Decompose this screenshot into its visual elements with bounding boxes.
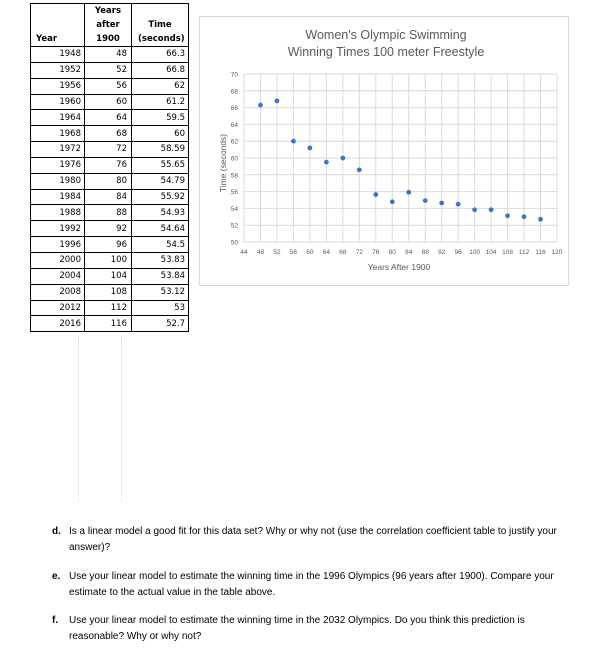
table-row xyxy=(31,142,189,158)
data-point xyxy=(373,192,378,197)
y-tick-label: 56 xyxy=(230,189,238,197)
x-tick-label: 104 xyxy=(485,249,497,256)
x-tick-labels xyxy=(240,249,562,256)
table-row xyxy=(31,78,189,94)
table-header-row xyxy=(31,4,189,47)
cell-time: 62 xyxy=(132,78,189,94)
x-axis-label: Years After 1900 xyxy=(367,262,431,272)
cell-time: 54.93 xyxy=(132,205,189,221)
question-f xyxy=(52,613,582,644)
cell-year: 1952 xyxy=(31,62,85,78)
cell-year: 1968 xyxy=(31,126,85,142)
cell-time: 54.64 xyxy=(132,221,189,237)
cell-time: 53.84 xyxy=(132,268,189,284)
data-point xyxy=(423,198,428,203)
x-tick-label: 48 xyxy=(256,249,265,256)
data-point xyxy=(538,217,543,222)
cell-after: 84 xyxy=(85,189,132,205)
cell-time: 55.65 xyxy=(132,157,189,173)
y-tick-label: 52 xyxy=(230,222,238,230)
cell-year: 2000 xyxy=(31,252,85,268)
cell-after: 116 xyxy=(85,316,132,332)
data-point xyxy=(324,160,329,165)
cell-time: 58.59 xyxy=(132,142,189,158)
x-tick-label: 72 xyxy=(355,249,363,256)
x-tick-label: 108 xyxy=(502,249,514,256)
cell-after: 104 xyxy=(85,268,132,284)
question-d xyxy=(52,524,582,555)
cell-year: 1972 xyxy=(31,142,85,158)
cell-year: 1964 xyxy=(31,110,85,126)
table-row xyxy=(31,252,189,268)
question-letter: d. xyxy=(52,526,61,537)
table-row xyxy=(31,205,189,221)
y-axis-label: Time (seconds) xyxy=(218,133,228,193)
cell-time: 52.7 xyxy=(132,316,189,332)
cell-time: 53.12 xyxy=(132,284,189,300)
cell-time: 66.3 xyxy=(132,47,189,63)
x-tick-label: 60 xyxy=(306,249,314,256)
x-tick-label: 64 xyxy=(322,249,330,256)
table-row xyxy=(31,237,189,253)
x-tick-label: 116 xyxy=(535,249,546,256)
x-tick-label: 120 xyxy=(551,249,563,256)
cell-year: 2008 xyxy=(31,284,85,300)
cell-year: 1980 xyxy=(31,173,85,189)
data-point xyxy=(522,214,527,219)
cell-after: 56 xyxy=(85,78,132,94)
cell-after: 52 xyxy=(85,62,132,78)
y-tick-label: 64 xyxy=(230,121,238,129)
table-row xyxy=(31,221,189,237)
cell-year: 1988 xyxy=(31,205,85,221)
y-tick-label: 58 xyxy=(230,172,238,180)
x-tick-label: 112 xyxy=(518,249,530,256)
cell-after: 96 xyxy=(85,237,132,253)
x-tick-label: 84 xyxy=(405,249,413,256)
cell-after: 64 xyxy=(85,110,132,126)
data-points xyxy=(258,98,543,221)
olympic-times-table xyxy=(30,3,189,332)
data-point xyxy=(456,202,461,207)
table-row xyxy=(31,300,189,316)
chart-title-line-2: Winning Times 100 meter Freestyle xyxy=(287,45,485,59)
table-row xyxy=(31,110,189,126)
data-point xyxy=(472,207,477,212)
x-tick-label: 92 xyxy=(438,249,446,256)
cell-time: 66.8 xyxy=(132,62,189,78)
cell-after: 88 xyxy=(85,205,132,221)
cell-time: 54.79 xyxy=(132,173,189,189)
chart-svg xyxy=(200,17,568,285)
data-point xyxy=(505,213,510,218)
cell-after: 92 xyxy=(85,221,132,237)
cell-after: 60 xyxy=(85,94,132,110)
x-tick-label: 80 xyxy=(388,249,396,256)
cell-year: 1956 xyxy=(31,78,85,94)
data-point xyxy=(357,167,362,172)
header-year: Year xyxy=(31,4,85,47)
x-tick-label: 96 xyxy=(454,249,462,256)
data-point xyxy=(340,156,345,161)
question-letter: f. xyxy=(52,615,59,626)
table-body xyxy=(31,47,189,332)
cell-year: 1960 xyxy=(31,94,85,110)
data-point xyxy=(439,201,444,206)
cell-year: 1992 xyxy=(31,221,85,237)
table-row xyxy=(31,126,189,142)
x-tick-label: 68 xyxy=(339,249,347,256)
header-years-after-label: Years after 1900 xyxy=(94,6,122,44)
cell-year: 1948 xyxy=(31,47,85,63)
table-row xyxy=(31,62,189,78)
cell-time: 55.92 xyxy=(132,189,189,205)
x-tick-label: 76 xyxy=(372,249,380,256)
table-row xyxy=(31,284,189,300)
cell-year: 1984 xyxy=(31,189,85,205)
x-tick-label: 56 xyxy=(289,249,298,256)
chart-title-line-1: Women's Olympic Swimming xyxy=(305,28,467,42)
cell-after: 100 xyxy=(85,252,132,268)
question-text: Use your linear model to estimate the winning time in the 2032 Olympics. Do you think this prediction is reasonable? Why or why not? xyxy=(69,615,525,642)
cell-after: 48 xyxy=(85,47,132,63)
cell-year: 1976 xyxy=(31,157,85,173)
cell-year: 2016 xyxy=(31,316,85,332)
header-time xyxy=(132,4,189,47)
x-tick-label: 88 xyxy=(421,249,429,256)
y-tick-label: 54 xyxy=(230,205,238,213)
cell-year: 2012 xyxy=(31,300,85,316)
cell-time: 53.83 xyxy=(132,252,189,268)
x-tick-label: 52 xyxy=(273,249,281,256)
cell-after: 72 xyxy=(85,142,132,158)
question-letter: e. xyxy=(52,571,61,582)
column-guide xyxy=(121,336,122,502)
data-point xyxy=(307,146,312,151)
header-years-after xyxy=(85,4,132,47)
table-row xyxy=(31,47,189,63)
x-tick-label: 44 xyxy=(240,249,248,256)
chart-grid xyxy=(244,74,557,242)
table-row xyxy=(31,157,189,173)
cell-time: 54.5 xyxy=(132,237,189,253)
y-tick-label: 60 xyxy=(230,155,238,163)
y-tick-label: 62 xyxy=(230,138,238,146)
data-point xyxy=(291,139,296,144)
y-tick-label: 50 xyxy=(230,239,238,247)
cell-after: 68 xyxy=(85,126,132,142)
cell-after: 80 xyxy=(85,173,132,189)
cell-time: 59.5 xyxy=(132,110,189,126)
table-row xyxy=(31,189,189,205)
table-row xyxy=(31,268,189,284)
y-tick-label: 68 xyxy=(230,88,238,96)
cell-after: 112 xyxy=(85,300,132,316)
cell-time: 60 xyxy=(132,126,189,142)
header-time-label: Time (seconds) xyxy=(138,20,185,44)
table-row xyxy=(31,173,189,189)
data-point xyxy=(258,103,263,108)
x-tick-label: 100 xyxy=(469,249,481,256)
table-row xyxy=(31,94,189,110)
question-text: Is a linear model a good fit for this data set? Why or why not (use the correlation coefficient table to justify your answer)? xyxy=(69,526,557,553)
scatter-chart xyxy=(199,16,569,286)
table-row xyxy=(31,316,189,332)
question-e xyxy=(52,569,582,600)
cell-year: 1996 xyxy=(31,237,85,253)
data-point xyxy=(489,207,494,212)
cell-time: 53 xyxy=(132,300,189,316)
cell-time: 61.2 xyxy=(132,94,189,110)
column-guide xyxy=(78,336,79,502)
cell-year: 2004 xyxy=(31,268,85,284)
question-text: Use your linear model to estimate the winning time in the 1996 Olympics (96 years after 1900). Compare your estimate to the actual value in the table above. xyxy=(69,571,554,598)
data-point xyxy=(390,199,395,204)
y-tick-label: 66 xyxy=(230,105,238,113)
y-tick-labels xyxy=(231,72,239,247)
y-tick-label: 70 xyxy=(230,71,238,79)
data-point xyxy=(406,190,411,195)
cell-after: 76 xyxy=(85,157,132,173)
data-point xyxy=(275,98,280,103)
cell-after: 108 xyxy=(85,284,132,300)
